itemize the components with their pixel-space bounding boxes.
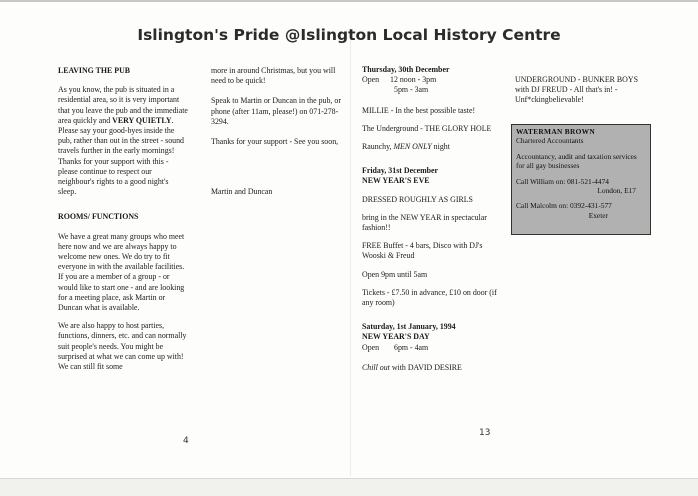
waterman-brown-advert bbox=[511, 124, 651, 235]
rooms-para-2: We are also happy to host parties, functions, dinners, etc. and can normally suit people's needs. You might be surprised at what we can come up with! We can still fit some bbox=[58, 321, 187, 372]
thursday-hours-2: 5pm - 3am bbox=[394, 85, 429, 95]
raunchy-b: night bbox=[431, 142, 450, 152]
saturday-hours-row bbox=[362, 343, 497, 353]
rooms-para-1: We have a great many groups who meet here now and we are always happy to welcome new ones. We do try to fit everyone in with the available facilities. If you are a member of a group - or would like to start one - and are looking for a meeting place, ask Martin or Duncan what is available. bbox=[58, 231, 185, 313]
saturday-date: Saturday, 1st January, 1994 bbox=[362, 322, 456, 332]
ad-subtitle: Chartered Accountants bbox=[516, 136, 584, 146]
ad-malcolm: Call Malcolm on: 0392-431-577 bbox=[516, 201, 612, 211]
thursday-hours-row-2 bbox=[362, 85, 497, 95]
leaving-text-bold: VERY QUIETLY bbox=[112, 115, 172, 125]
left-column-2 bbox=[211, 66, 341, 205]
thursday-date: Thursday, 30th December bbox=[362, 65, 450, 74]
raunchy-a: Raunchy, bbox=[362, 142, 394, 152]
ad-william: Call William on: 081-521-4474 bbox=[516, 176, 609, 186]
ad-services: Accountancy, audit and taxation services for all gay businesses bbox=[516, 151, 637, 171]
page-title: Islington's Pride @Islington Local History Centre bbox=[137, 26, 561, 44]
col2-para-2: Speak to Martin or Duncan in the pub, or phone (after 11am, please!) on 071-278-3294. bbox=[211, 96, 341, 126]
tickets-line: Tickets - £7.50 in advance, £10 on door (if any room) bbox=[362, 287, 497, 308]
right-column-1 bbox=[362, 65, 497, 381]
ad-william-location: London, E17 bbox=[597, 186, 636, 196]
ad-title: WATERMAN BROWN bbox=[516, 127, 595, 136]
friday-event: NEW YEAR'S EVE bbox=[362, 176, 430, 186]
leaving-text bbox=[58, 85, 188, 197]
page-fold bbox=[350, 40, 351, 476]
page-number-right: 13 bbox=[479, 428, 491, 438]
bring-line: bring in the NEW YEAR in spectacular fashion!! bbox=[362, 212, 487, 233]
saturday-open-label: Open bbox=[362, 342, 380, 352]
page-number-left: 4 bbox=[183, 436, 189, 446]
col2-para-1: more in around Christmas, but you will need to be quick! bbox=[211, 66, 336, 86]
bunker-boys-line: UNDERGROUND - BUNKER BOYS with DJ FREUD - All that's in! - Unf*ckingbelievable! bbox=[515, 75, 638, 105]
chill-out: Chill out bbox=[362, 362, 390, 372]
thursday-hours-1: 12 noon - 3pm bbox=[390, 75, 437, 85]
leaving-text-b: . Please say your good-byes inside the pub, rather than out in the street - sound travels further in the early mornings! Thanks for your support with this - please continue to respect our neighbour's rights to a good night's sleep. bbox=[58, 115, 184, 197]
saturday-event: NEW YEAR'S DAY bbox=[362, 332, 430, 342]
friday-date: Friday, 31st December bbox=[362, 166, 439, 176]
thursday-open-label: Open bbox=[362, 75, 380, 85]
page-bottom-edge bbox=[0, 478, 698, 496]
raunchy-line bbox=[362, 142, 497, 152]
right-column-2 bbox=[515, 75, 650, 114]
saturday-hours: 6pm - 4am bbox=[394, 342, 429, 352]
leaving-text-a: As you know, the pub is situated in a residential area, so it is very important that you leave the pub and the immediate area quickly and bbox=[58, 85, 188, 125]
millie-line: MILLIE - In the best possible taste! bbox=[362, 105, 476, 115]
ad-malcolm-location: Exeter bbox=[588, 210, 608, 220]
dressed-line: DRESSED ROUGHLY AS GIRLS bbox=[362, 194, 473, 204]
page-top-edge bbox=[0, 0, 698, 2]
signoff: Martin and Duncan bbox=[211, 187, 273, 197]
thursday-hours-row-1 bbox=[362, 75, 497, 85]
leaving-heading: LEAVING THE PUB bbox=[58, 66, 131, 75]
rooms-heading: ROOMS/ FUNCTIONS bbox=[58, 212, 139, 222]
chill-line bbox=[362, 363, 497, 373]
left-column-1 bbox=[58, 66, 188, 380]
buffet-line: FREE Buffet - 4 bars, Disco with DJ's Wooski & Freud bbox=[362, 241, 483, 261]
glory-hole-line: The Underground - THE GLORY HOLE bbox=[362, 123, 492, 133]
raunchy-men-only: MEN ONLY bbox=[393, 142, 432, 152]
friday-open-line: Open 9pm until 5am bbox=[362, 269, 428, 279]
col2-para-3: Thanks for your support - See you soon, bbox=[211, 137, 339, 147]
chill-rest: with DAVID DESIRE bbox=[389, 362, 462, 372]
